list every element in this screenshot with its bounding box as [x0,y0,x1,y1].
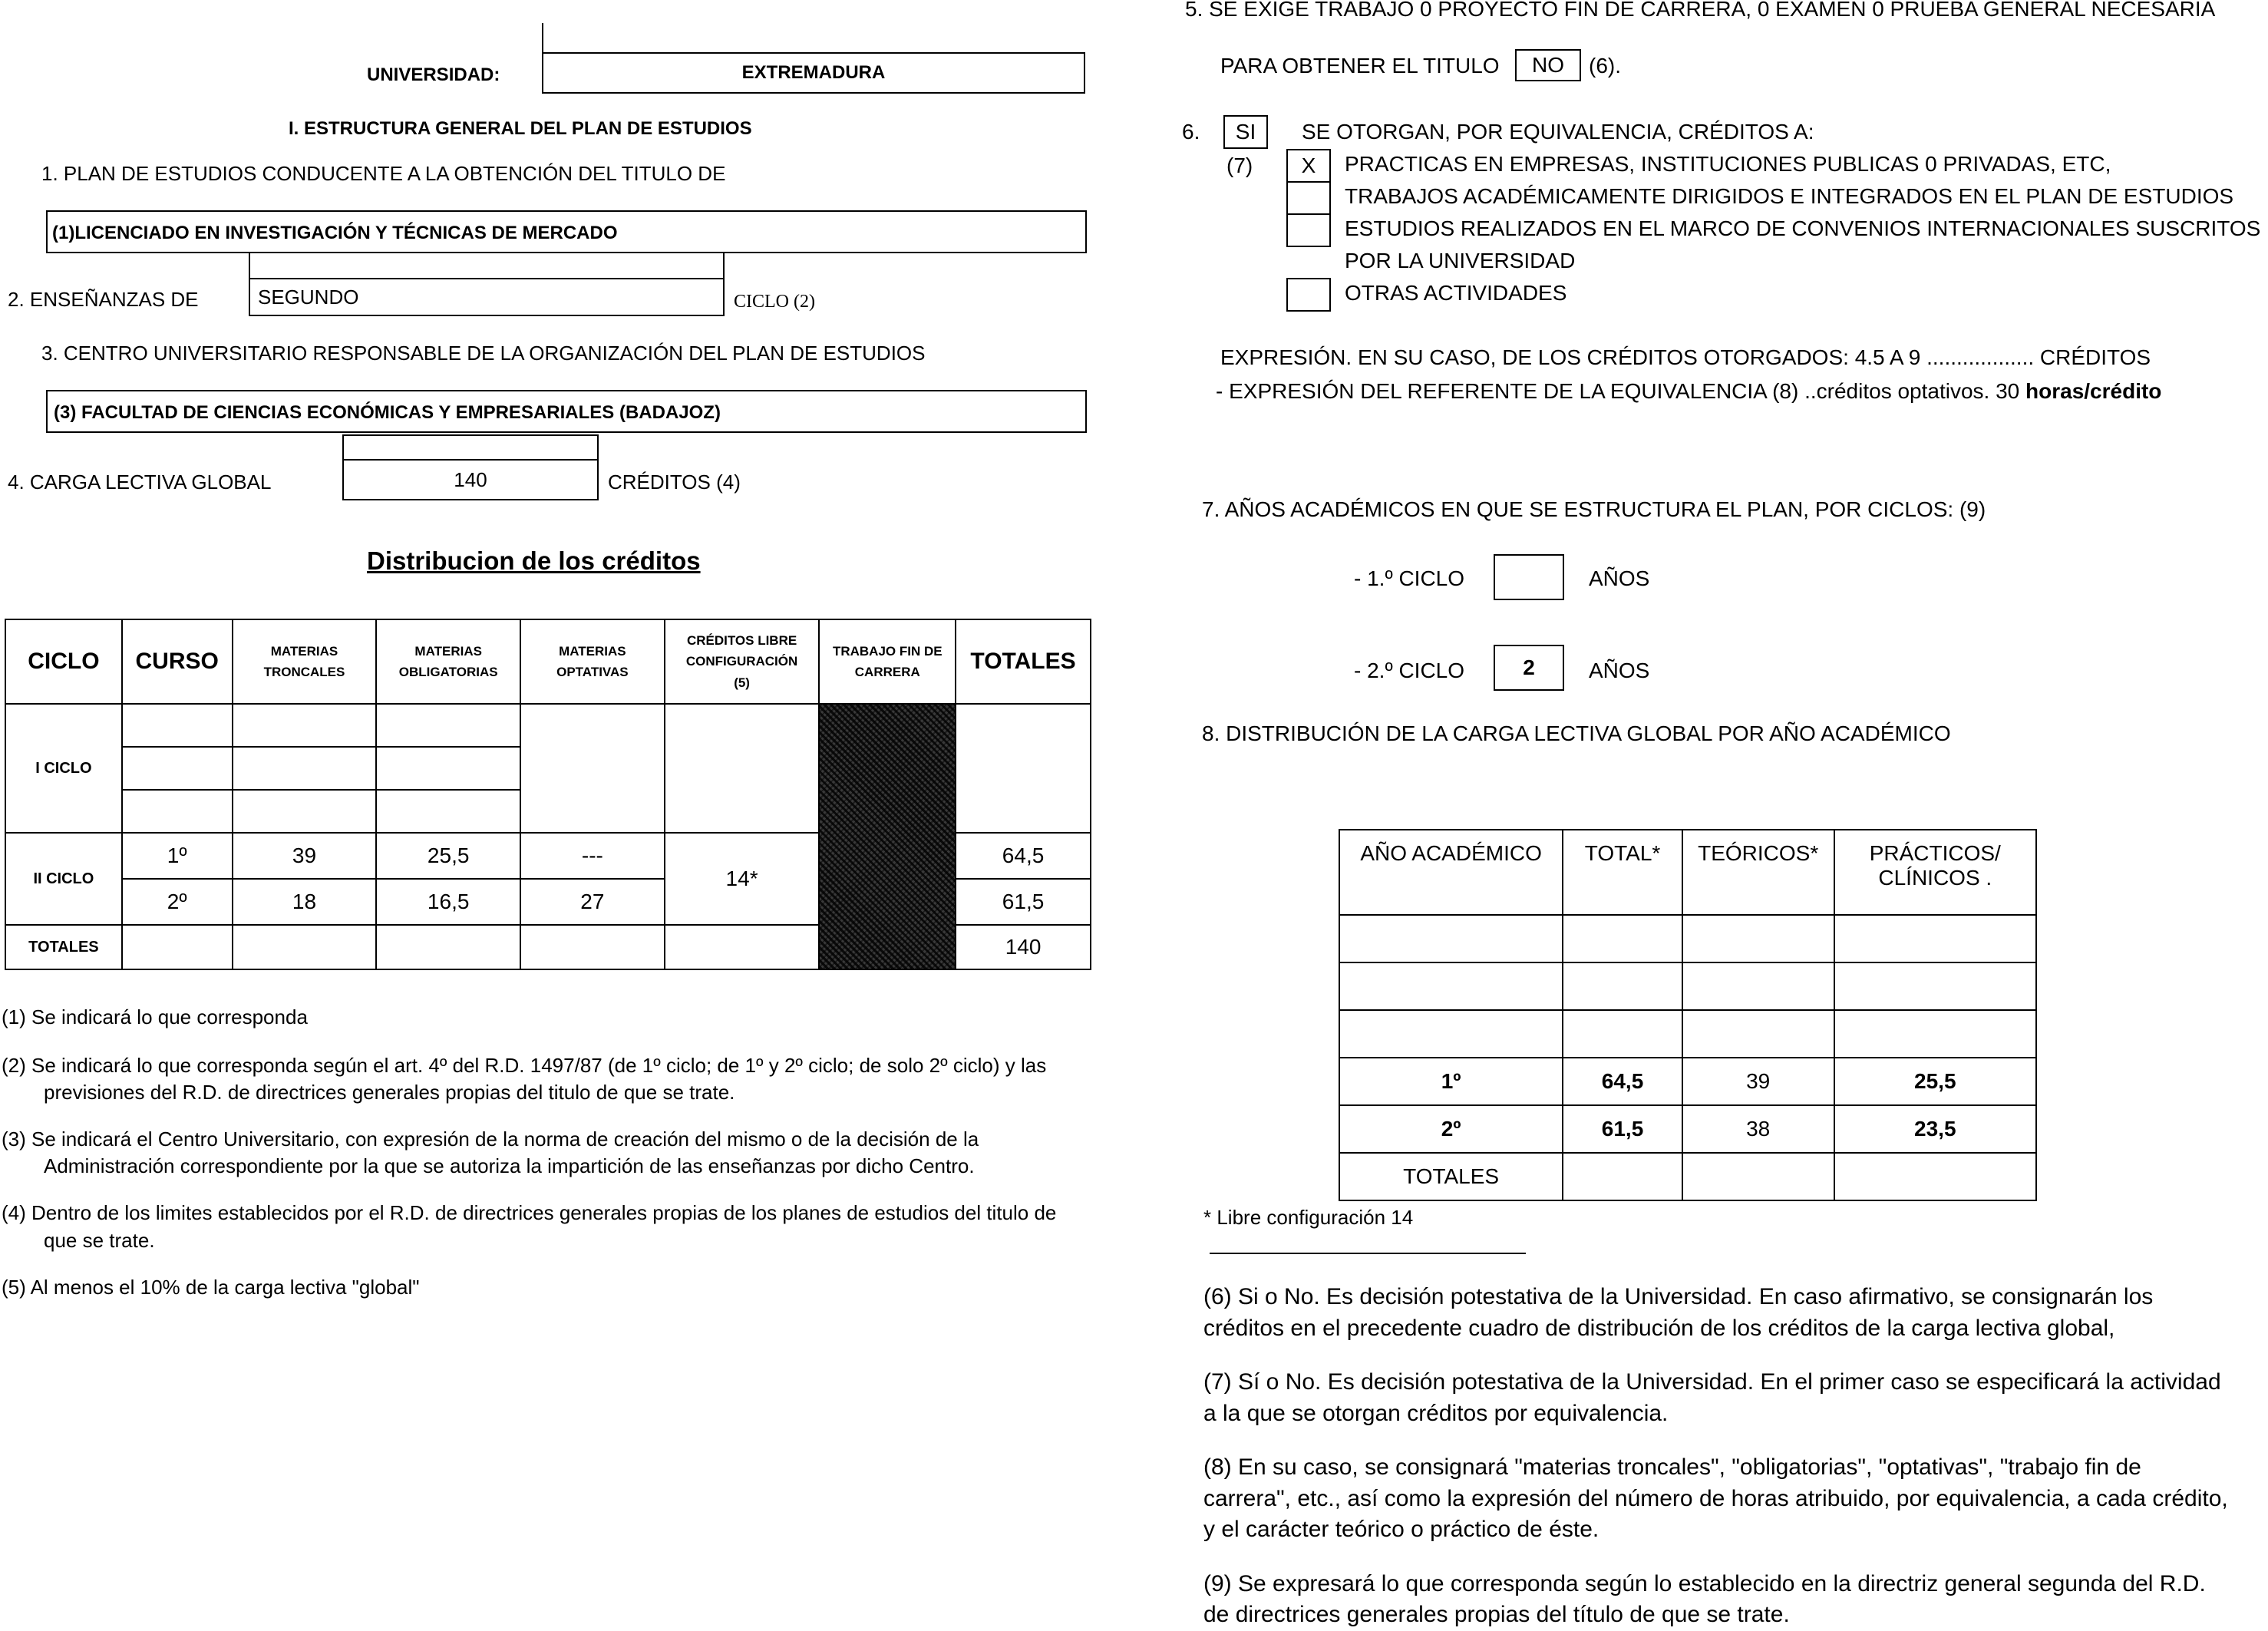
universidad-label: UNIVERSIDAD: [367,64,500,85]
table-cell [376,925,520,969]
option-label-cont: POR LA UNIVERSIDAD [1345,249,1576,272]
table-row [1339,915,2036,962]
option-label: ESTUDIOS REALIZADOS EN EL MARCO DE CONVENIOS INTERNACIONALES SUSCRITOS [1345,216,2261,240]
total-cell: 61,5 [956,879,1091,925]
note-9: (9) Se expresará lo que corresponda según lo establecido en la directriz general segunda del R.D. de directrices generales propias del título de que se trate. [1203,1570,2206,1627]
year-header-row [1339,830,2036,915]
table-cell [1563,1010,1682,1058]
table-cell [233,790,377,833]
note-2: (2) Se indicará lo que corresponda según el art. 4º del R.D. 1497/87 (de 1º ciclo; de 1º y 2º ciclo; de solo 2º ciclo) y las previsiones del R.D. de directrices generales propias del titulo de que se trate. [2,1054,1047,1104]
col-header-curso: CURSO [122,619,233,704]
ensenanzas-field [249,278,725,316]
credits-table-title: Distribucion de los créditos [367,546,701,575]
universidad-value: EXTREMADURA [741,62,886,83]
total-cell: 64,5 [956,833,1091,879]
option-label: TRABAJOS ACADÉMICAMENTE DIRIGIDOS E INTEGRADOS EN EL PLAN DE ESTUDIOS [1345,184,2234,208]
totals-row [1339,1153,2036,1200]
title-value: (1)LICENCIADO EN INVESTIGACIÓN Y TÉCNICAS DE MERCADO [52,223,618,243]
table-cell [376,747,520,790]
col-header-optativas [520,619,665,704]
table-cell [122,704,233,747]
troncales-cell: 39 [233,833,377,879]
table-row [1339,1105,2036,1153]
carga-value: 140 [454,468,487,491]
practicos-cell: 23,5 [1834,1105,2036,1153]
table-cell [1563,915,1682,962]
header-line: MATERIAS [414,643,482,659]
table-cell [233,747,377,790]
option-checkbox[interactable] [1286,213,1331,247]
note-5: (5) Al menos el 10% de la carga lectiva "global" [2,1275,420,1299]
col-header-totales: TOTALES [956,619,1091,704]
curso-cell: 2º [122,879,233,925]
table-cell [520,704,665,833]
item5-line2: PARA OBTENER EL TITULO [1220,54,1500,78]
obligatorias-cell: 16,5 [376,879,520,925]
header-line: TRABAJO FIN DE [832,643,943,659]
year-table [1339,829,2037,1201]
col-header-practicos: PRÁCTICOS/ CLÍNICOS . [1834,830,2036,915]
grand-total-cell: 140 [956,925,1091,969]
right-notes [1203,1282,2232,1631]
table-cell [376,704,520,747]
note-8: (8) En su caso, se consignará "materias troncales", "obligatorias", "optativas", "trabajo fin de carrera", etc., así como la expresión del número de horas atribuido, por equivalencia, a cada crédito, y el carácter teórico o práctico de éste. [1203,1454,2228,1542]
total-cell: 61,5 [1563,1105,1682,1153]
table-cell [122,747,233,790]
optativas-cell: --- [520,833,665,879]
header-line: (5) [734,675,750,690]
item6-note-ref: (7) [1226,154,1253,177]
table-cell [1682,1010,1834,1058]
table-row [5,704,1091,747]
expresion-line: EXPRESIÓN. EN SU CASO, DE LOS CRÉDITOS OTORGADOS: 4.5 A 9 .................. CRÉDITOS [1220,345,2151,369]
title-field [46,210,1087,253]
field-top-frame [249,252,725,279]
item8-label: 8. DISTRIBUCIÓN DE LA CARGA LECTIVA GLOBAL POR AÑO ACADÉMICO [1202,721,1951,745]
col-header-libre [665,619,820,704]
table-cell [376,790,520,833]
table-cell [1834,962,2036,1010]
item7-label: 7. AÑOS ACADÉMICOS EN QUE SE ESTRUCTURA EL PLAN, POR CICLOS: (9) [1202,497,1986,521]
field-top-frame [342,434,599,461]
footnote-rule [1210,1253,1526,1254]
libre-footnote: * Libre configuración 14 [1203,1206,1414,1229]
item6-answer-box: SI [1223,115,1268,149]
col-header-troncales [233,619,377,704]
table-cell [1563,1153,1682,1200]
item5-answer-box: NO [1515,49,1581,81]
table-cell [1682,1153,1834,1200]
table-cell [1834,1153,2036,1200]
item5-line1: 5. SE EXIGE TRABAJO 0 PROYECTO FIN DE CARRERA, 0 EXAMEN 0 PRUEBA GENERAL NECESARIA [1185,0,2216,21]
universidad-field [542,52,1085,94]
table-cell [1339,915,1563,962]
table-cell [665,704,820,833]
option-checkbox[interactable]: X [1286,149,1331,183]
col-header-trabajo [819,619,956,704]
note-6: (6) Si o No. Es decisión potestativa de la Universidad. En caso afirmativo, se consignarán los créditos en el precedente cuadro de distribución de los créditos de la carga lectiva global, [1203,1284,2154,1341]
ensenanzas-value: SEGUNDO [258,286,359,309]
ano-cell: 1º [1339,1058,1563,1105]
ciclo-suffix: CICLO (2) [734,292,815,312]
table-cell [1834,915,2036,962]
centro-field [46,390,1087,433]
table-cell [1682,962,1834,1010]
table-cell [233,925,377,969]
col-header-teoricos: TEÓRICOS* [1682,830,1834,915]
divider [542,23,543,54]
item2-label: 2. ENSEÑANZAS DE [8,288,199,311]
anos-label: AÑOS [1589,659,1650,682]
ciclo1-years-box [1494,554,1564,600]
total-cell: 64,5 [1563,1058,1682,1105]
table-cell [1834,1010,2036,1058]
table-cell [520,925,665,969]
col-header-total: TOTAL* [1563,830,1682,915]
table-row [1339,962,2036,1010]
teoricos-cell: 39 [1682,1058,1834,1105]
table-cell [1682,915,1834,962]
ciclo1-label: I CICLO [5,704,122,833]
table-cell [122,790,233,833]
table-cell [956,704,1091,833]
table-cell [1339,1010,1563,1058]
header-line: OPTATIVAS [556,665,629,679]
anos-label: AÑOS [1589,566,1650,590]
header-line: MATERIAS [559,643,626,659]
header-line: CARRERA [854,665,920,679]
option-label: OTRAS ACTIVIDADES [1345,281,1567,305]
col-header-obligatorias [376,619,520,704]
item4-label: 4. CARGA LECTIVA GLOBAL [8,470,272,494]
table-cell [1339,962,1563,1010]
note-7: (7) Sí o No. Es decisión potestativa de la Universidad. En el primer caso se especificará la actividad a la que se otorgan créditos por equivalencia. [1203,1369,2221,1426]
carga-field [342,459,599,500]
practicos-cell: 25,5 [1834,1058,2036,1105]
hatched-cell [819,704,956,969]
referente-line [1216,378,2161,404]
table-cell [122,925,233,969]
ano-cell: 2º [1339,1105,1563,1153]
centro-value: (3) FACULTAD DE CIENCIAS ECONÓMICAS Y EMPRESARIALES (BADAJOZ) [54,402,721,423]
header-line: MATERIAS [270,643,338,659]
item6-number: 6. [1182,120,1200,144]
option-checkbox[interactable] [1286,181,1331,215]
referente-bold: horas/crédito [2025,379,2162,403]
ciclo2-years-box: 2 [1494,645,1564,691]
table-cell [233,704,377,747]
table-cell [1563,962,1682,1010]
col-header-ciclo: CICLO [5,619,122,704]
referente-text: - EXPRESIÓN DEL REFERENTE DE LA EQUIVALENCIA (8) ..créditos optativos. 30 [1216,379,2020,403]
ciclo2-label: II CICLO [5,833,122,925]
header-line: CONFIGURACIÓN [685,654,798,669]
teoricos-cell: 38 [1682,1105,1834,1153]
header-line: CRÉDITOS LIBRE [686,633,797,649]
totals-label: TOTALES [5,925,122,969]
credits-table [5,619,1091,970]
note-3: (3) Se indicará el Centro Universitario, con expresión de la norma de creación del mismo o de la decisión de la Administración correspondiente por la que se autoriza la impartición de las enseñanzas por dicho Centro. [2,1128,979,1178]
creditos-suffix: CRÉDITOS (4) [608,470,741,494]
table-row [1339,1010,2036,1058]
credits-header-row [5,619,1091,704]
curso-cell: 1º [122,833,233,879]
troncales-cell: 18 [233,879,377,925]
totals-label: TOTALES [1339,1153,1563,1200]
table-cell [665,925,820,969]
header-line: TRONCALES [263,665,345,679]
ciclo2-label: - 2.º CICLO [1354,659,1465,682]
libre-cell: 14* [665,833,820,925]
item6-label: SE OTORGAN, POR EQUIVALENCIA, CRÉDITOS A: [1302,120,1814,144]
item3-label: 3. CENTRO UNIVERSITARIO RESPONSABLE DE LA ORGANIZACIÓN DEL PLAN DE ESTUDIOS [41,342,926,365]
item5-ref: (6). [1589,54,1621,78]
obligatorias-cell: 25,5 [376,833,520,879]
optativas-cell: 27 [520,879,665,925]
header-line: OBLIGATORIAS [398,665,498,679]
col-header-ano: AÑO ACADÉMICO [1339,830,1563,915]
note-1: (1) Se indicará lo que corresponda [2,1005,308,1028]
item1-label: 1. PLAN DE ESTUDIOS CONDUCENTE A LA OBTENCIÓN DEL TITULO DE [41,162,726,185]
option-label: PRACTICAS EN EMPRESAS, INSTITUCIONES PUBLICAS 0 PRIVADAS, ETC, [1345,152,2111,176]
ciclo1-label: - 1.º CICLO [1354,566,1465,590]
left-notes [2,1004,1091,1301]
table-row [1339,1058,2036,1105]
section-title: I. ESTRUCTURA GENERAL DEL PLAN DE ESTUDIOS [289,118,752,139]
option-checkbox[interactable] [1286,278,1331,312]
note-4: (4) Dentro de los limites establecidos por el R.D. de directrices generales propias de los planes de estudios del titulo de que se trate. [2,1201,1057,1252]
